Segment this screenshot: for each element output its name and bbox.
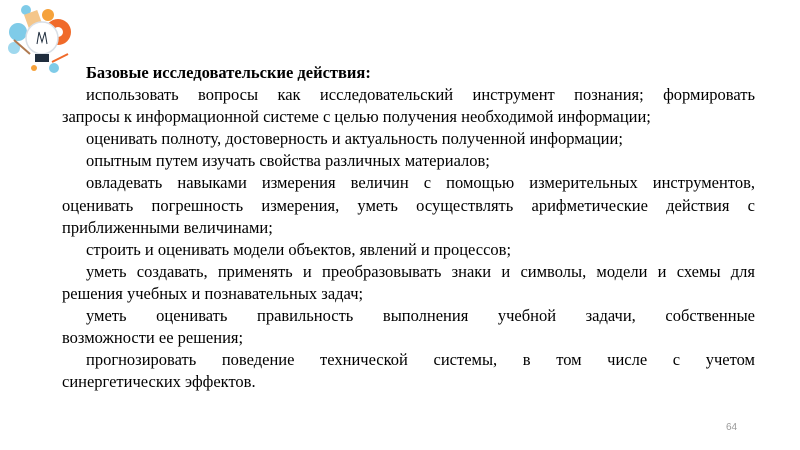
paragraph-line: овладевать навыками измерения величин с помощью измерительных инструментов,: [86, 173, 755, 193]
paragraph-line: опытным путем изучать свойства различных материалов;: [86, 151, 490, 171]
paragraph-line: оценивать погрешность измерения, уметь осуществлять арифметические действия с: [62, 195, 755, 215]
paragraph-line: прогнозировать поведение технической системы, в том числе с учетом: [86, 350, 755, 370]
section-heading: Базовые исследовательские действия:: [86, 63, 371, 82]
slide-body: [62, 62, 755, 393]
paragraph: [62, 305, 755, 349]
page-number: 64: [726, 422, 738, 433]
paragraph-line: решения учебных и познавательных задач;: [62, 283, 364, 303]
paragraph: [62, 150, 755, 172]
paragraph-line: возможности ее решения;: [62, 328, 244, 348]
paragraph: [62, 84, 755, 128]
paragraph: [62, 261, 755, 305]
paragraph-line: строить и оценивать модели объектов, явлений и процессов;: [86, 239, 512, 259]
paragraph-line: оценивать полноту, достоверность и актуальность полученной информации;: [86, 129, 623, 149]
paragraph: [62, 128, 755, 150]
paragraph: [62, 349, 755, 393]
paragraph-line: уметь оценивать правильность выполнения учебной задачи, собственные: [86, 306, 755, 326]
paragraph-line: синергетических эффектов.: [62, 372, 256, 392]
paragraph-line: использовать вопросы как исследовательский инструмент познания; формировать: [86, 85, 755, 105]
paragraph-line: запросы к информационной системе с целью получения необходимой информации;: [62, 107, 651, 127]
paragraph-line: уметь создавать, применять и преобразовывать знаки и символы, модели и схемы для: [86, 261, 755, 281]
paragraph: [62, 239, 755, 261]
paragraph-line: приближенными величинами;: [62, 217, 273, 237]
paragraph: [62, 172, 755, 238]
